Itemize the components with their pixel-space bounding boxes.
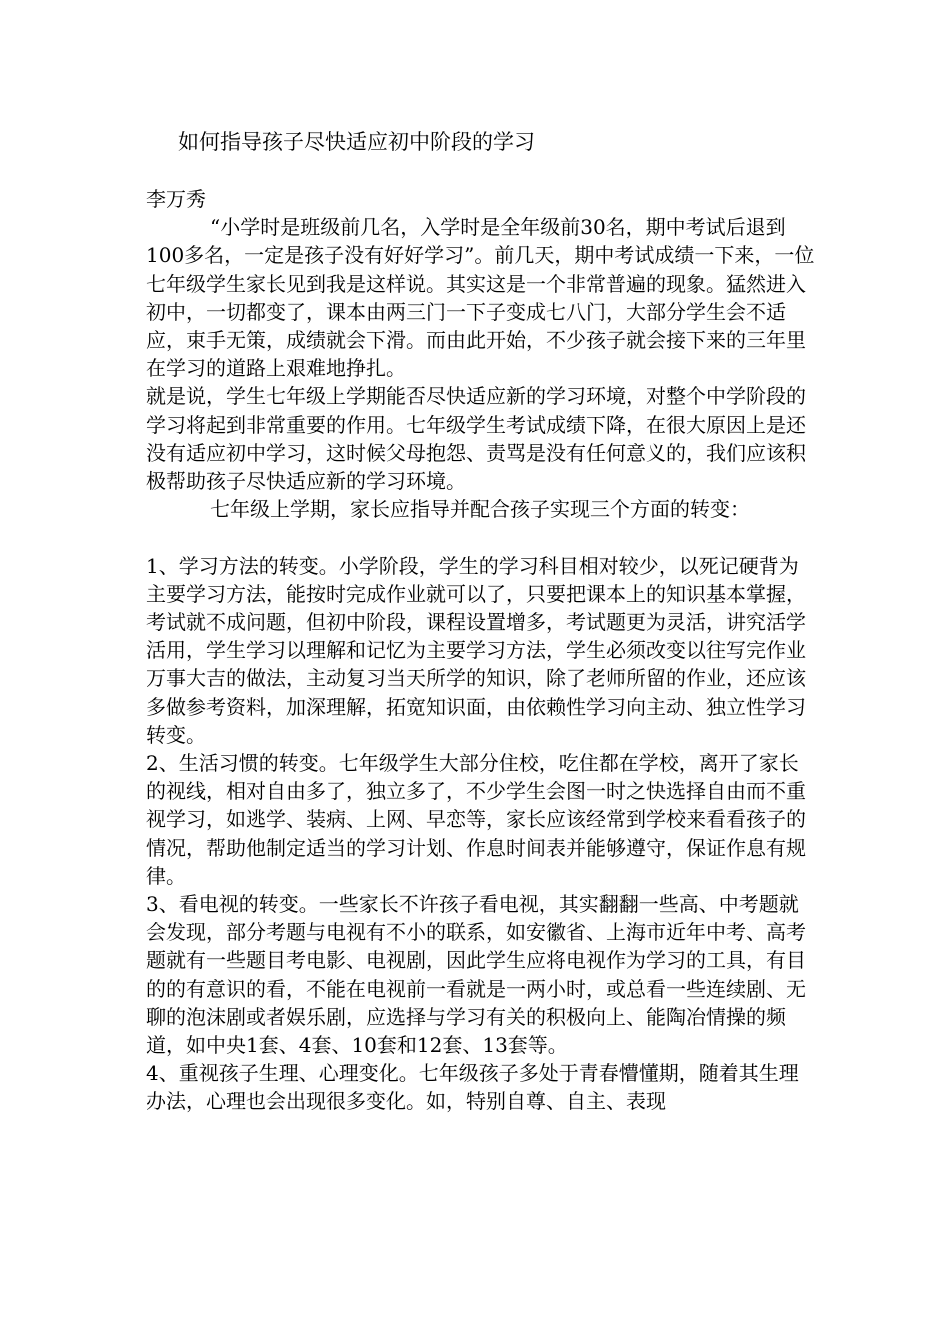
blank-line	[146, 523, 818, 551]
intro-paragraph: “小学时是班级前几名，入学时是全年级前30名，期中考试后退到100多名，一定是孩子没有好好学习”。前几天，期中考试成绩一下来，一位七年级学生家长见到我是这样说。其实这是一个非常普遍的现象。猛然进入初中，一切都变了，课本由两三门一下子变成七八门，大部分学生会不适应，束手无策，成绩就会下滑。而由此开始，不少孩子就会接下来的三年里在学习的道路上艰难地挣扎。	[146, 215, 815, 381]
list-item-3: 3、看电视的转变。一些家长不许孩子看电视，其实翻翻一些高、中考题就会发现，部分考题与电视有不小的联系，如安徽省、上海市近年中考、高考题就有一些题目考电影、电视剧，因此学生应将电视作为学习的工具，有目的的有意识的看，不能在电视前一看就是一两小时，或总看一些连续剧、无聊的泡沫剧或者娱乐剧，应选择与学习有关的积极向上、能陶冶情操的频道，如中央1套、4套、10套和12套、13套等。	[146, 892, 806, 1058]
lead-in-paragraph: 七年级上学期，家长应指导并配合孩子实现三个方面的转变：	[210, 497, 750, 522]
document-title: 如何指导孩子尽快适应初中阶段的学习	[178, 130, 535, 154]
second-paragraph: 就是说，学生七年级上学期能否尽快适应新的学习环境，对整个中学阶段的学习将起到非常重要的作用。七年级学生考试成绩下降，在很大原因上是还没有适应初中学习，这时候父母抱怨、责骂是没有任何意义的，我们应该积极帮助孩子尽快适应新的学习环境。	[146, 384, 806, 494]
list-item-2: 2、生活习惯的转变。七年级学生大部分住校，吃住都在学校，离开了家长的视线，相对自由多了，独立多了，不少学生会图一时之快选择自由而不重视学习，如逃学、装病、上网、早恋等，家长应该经常到学校来看看孩子的情况，帮助他制定适当的学习计划、作息时间表并能够遵守，保证作息有规律。	[146, 751, 806, 888]
list-item-4: 4、重视孩子生理、心理变化。七年级孩子多处于青春懵懂期，随着其生理办法，心理也会出现很多变化。如，特别自尊、自主、表现	[146, 1061, 799, 1114]
author-name: 李万秀	[146, 187, 206, 211]
list-item-1: 1、学习方法的转变。小学阶段，学生的学习科目相对较少，以死记硬背为主要学习方法，能按时完成作业就可以了，只要把课本上的知识基本掌握，考试就不成问题，但初中阶段，课程设置增多，考试题更为灵活，讲究活学活用，学生学习以理解和记忆为主要学习方法，学生必须改变以往写完作业万事大吉的做法，主动复习当天所学的知识，除了老师所留的作业，还应该多做参考资料，加深理解，拓宽知识面，由依赖性学习向主动、独立性学习转变。	[146, 553, 806, 747]
document-body	[146, 185, 818, 1116]
